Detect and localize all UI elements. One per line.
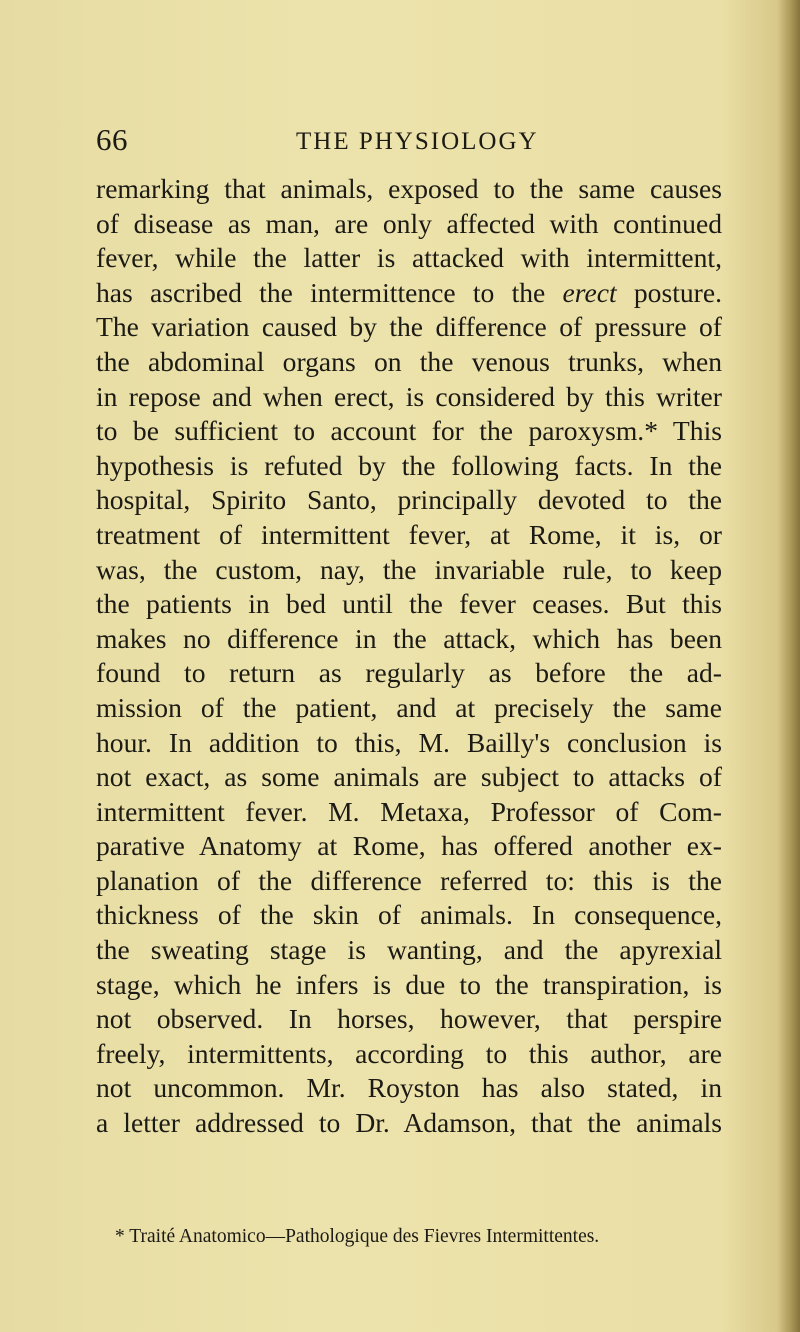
text-line: of disease as man, are only affected with continued — [96, 207, 722, 239]
text-line: treatment of intermittent fever, at Rome, it is, or — [96, 518, 722, 550]
text-line: in repose and when erect, is considered by this writer — [96, 380, 722, 412]
page-number: 66 — [96, 122, 128, 157]
text-line: planation of the difference referred to: this is the — [96, 864, 722, 896]
text-line: a letter addressed to Dr. Adamson, that the animals — [96, 1107, 722, 1139]
page-header — [96, 122, 736, 162]
footnote: * Traité Anatomico—Pathologique des Fievres Intermittentes. — [115, 1226, 600, 1247]
text-line: hypothesis is refuted by the following facts. In the — [96, 449, 722, 481]
text-line: freely, intermittents, according to this author, are — [96, 1037, 722, 1069]
text-line: the abdominal organs on the venous trunks, when — [96, 345, 722, 377]
page-edge-shadow — [778, 0, 800, 1332]
text-line: hospital, Spirito Santo, principally devoted to the — [96, 484, 722, 516]
text-line: remarking that animals, exposed to the same causes — [96, 173, 722, 204]
text-line: intermittent fever. M. Metaxa, Professor of Com- — [96, 795, 722, 827]
text-line: has ascribed the intermittence to the erect posture. — [96, 276, 722, 308]
text-line: was, the custom, nay, the invariable rule, to keep — [96, 553, 722, 585]
text-line: hour. In addition to this, M. Bailly's conclusion is — [96, 726, 722, 758]
text-line: The variation caused by the difference of pressure of — [96, 311, 722, 343]
text-line: not uncommon. Mr. Royston has also stated, in — [96, 1072, 722, 1104]
text-line: mission of the patient, and at precisely the same — [96, 691, 722, 723]
text-line: parative Anatomy at Rome, has offered another ex- — [96, 830, 722, 862]
text-line: fever, while the latter is attacked with intermittent, — [96, 242, 722, 274]
text-line: the patients in bed until the fever ceases. But this — [96, 588, 722, 620]
body-text — [96, 172, 722, 1141]
text-line: found to return as regularly as before the ad- — [96, 657, 722, 689]
running-title: THE PHYSIOLOGY — [296, 128, 539, 155]
text-line: not observed. In horses, however, that perspire — [96, 1003, 722, 1035]
text-line: thickness of the skin of animals. In consequence, — [96, 899, 722, 931]
text-line: stage, which he infers is due to the transpiration, is — [96, 968, 722, 1000]
text-line: not exact, as some animals are subject to attacks of — [96, 761, 722, 793]
text-line: to be sufficient to account for the paroxysm.* This — [96, 415, 722, 447]
text-line: the sweating stage is wanting, and the apyrexial — [96, 934, 722, 966]
emphasis-word: erect — [562, 276, 617, 308]
text-line: makes no difference in the attack, which has been — [96, 622, 722, 654]
